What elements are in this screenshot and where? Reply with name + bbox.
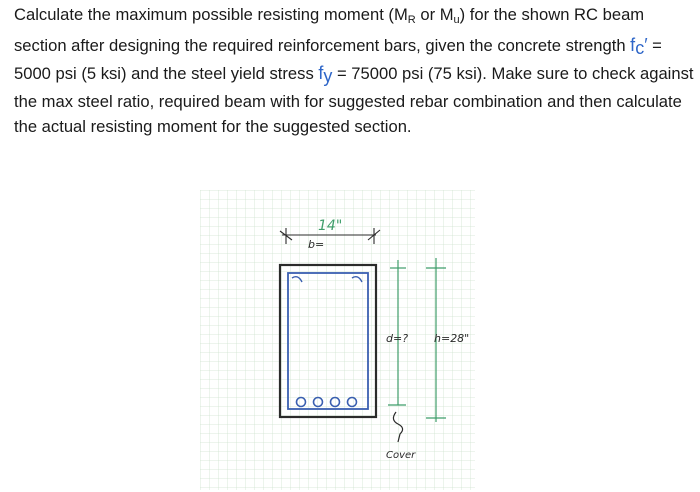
fy-symbol: f — [318, 63, 324, 83]
b-label: b= — [308, 238, 325, 251]
fc-symbol: f — [630, 35, 636, 55]
cover-label: Cover — [386, 450, 416, 461]
problem-statement: Calculate the maximum possible resisting moment ($M_R$ or $M_u$) for the shown RC beam section after designing the required reinforcement bars, given the concrete strength $f_c' = 5000$ psi (5 ksi) and the steel yield stress $f_y = 75000$ psi (75 ksi). Make sure to check against the max steel ratio, required beam with for suggested rebar combination and then calculate the actual resisting moment for the suggested section. — [14, 5, 694, 136]
h-label: h=28" — [434, 332, 470, 345]
beam-section-sketch — [200, 190, 475, 490]
width-label: 14" — [318, 218, 343, 234]
d-label: d=? — [386, 332, 409, 345]
